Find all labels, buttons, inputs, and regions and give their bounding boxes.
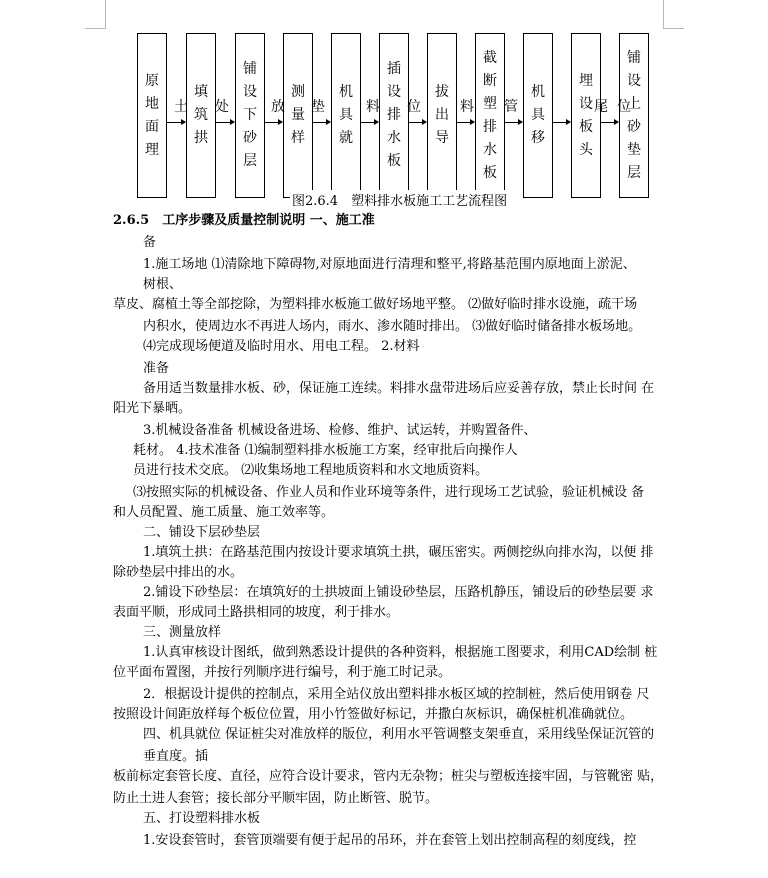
flow-step-char: 出	[435, 107, 449, 123]
flow-step-char: 板	[483, 164, 497, 181]
flow-step-box	[186, 33, 216, 198]
flow-step-char: 拔	[435, 84, 449, 100]
body-text-line: 垂直度。插	[143, 749, 209, 764]
flow-step-char: 砂	[243, 130, 257, 146]
body-text-line: 备用适当数量排水板、砂，保证施工连续。料排水盘带进场后应妥善存放，禁止长时间 在	[143, 381, 655, 396]
body-text-line: 草皮、腐植土等全部挖除，为塑料排水板施工做好场地平整。 ⑵做好临时排水设施，疏干场	[113, 297, 638, 312]
flow-step-box	[475, 33, 505, 198]
body-text-line: 1.填筑土拱：在路基范围内按设计要求填筑土拱，碾压密实。两侧挖纵向排水沟，以便 排	[143, 545, 654, 560]
body-text-line: 3.机械设备准备 机械设备进场、检修、维护、试运转，并购置备件、	[143, 423, 537, 438]
flow-step-box	[379, 33, 409, 198]
body-text-line: 2.铺设下砂垫层：在填筑好的土拱坡面上铺设砂垫层，压路机静压，铺设后的砂垫层要 求	[143, 585, 654, 600]
body-text-line: 2．根据设计提供的控制点，采用全站仪放出塑料排水板区域的控制桩，然后使用钢卷 尺	[143, 687, 650, 702]
flow-step-char: 板	[579, 118, 593, 135]
body-text-line: ⑷完成现场便道及临时用水、用电工程。 2.材料	[143, 339, 420, 354]
body-text-line: 耗材。 4.技术准备 ⑴编制塑料排水板施工方案，经审批后向操作人	[133, 443, 518, 458]
body-text-line: 除砂垫层中排出的水。	[113, 565, 244, 580]
flow-step-box	[235, 33, 265, 198]
flow-step-char: 下	[243, 107, 257, 123]
flow-step-char: 机	[531, 84, 545, 100]
body-text-line: 按照设计间距放样每个板位位置，用小竹签做好标记，并撒白灰标识，确保桩机准确就位。	[113, 707, 634, 722]
flow-connector-label: 料	[460, 99, 474, 115]
flow-step-char: 设	[243, 84, 257, 100]
flow-connector-label: 垫	[311, 99, 325, 115]
body-text-line: 二、铺设下层砂垫层	[143, 525, 261, 540]
body-text-line: 阳光下暴晒。	[113, 401, 192, 416]
flow-arrow	[409, 122, 426, 123]
flow-step-char: 插	[387, 61, 401, 77]
flow-step-char: 设	[627, 72, 641, 89]
body-text-line: 1.认真审核设计图纸，做到熟悉设计提供的各种资料，根据施工图要求，利用CAD绘制 桩	[143, 645, 658, 660]
body-text-line: 和人员配置、施工质量、施工效率等。	[113, 505, 335, 520]
flow-step-char: 铺	[243, 61, 257, 77]
flow-step-char: 埋	[579, 72, 593, 89]
flow-arrow	[167, 122, 185, 123]
flow-arrow	[553, 122, 570, 123]
flow-step-char: 头	[579, 141, 593, 158]
flow-step-char: 垫	[627, 141, 641, 158]
flow-connector-label: 位	[617, 99, 631, 115]
flow-step-box	[427, 33, 457, 198]
flow-chart-caption: 图2.6.4 塑料排水板施工工艺流程图	[290, 190, 509, 209]
body-text-line: 位平面布置图，并按行列顺序进行编号，利于施工时记录。	[113, 665, 452, 680]
flow-step-char: 测	[291, 84, 305, 100]
flow-step-char: 层	[627, 164, 641, 181]
flow-step-char: 面	[145, 118, 159, 135]
flow-connector-label: 料	[366, 99, 380, 115]
flow-step-char: 水	[387, 130, 401, 146]
flow-step-box	[523, 33, 553, 198]
flow-step-box	[283, 33, 313, 198]
body-text-line: 内积水，使周边水不再进人场内，雨水、渗水随时排出。 ⑶做好临时储备排水板场地。	[143, 319, 642, 334]
body-text-line: 三、测量放样	[143, 625, 222, 640]
flow-step-char: 水	[483, 141, 497, 158]
flow-step-char: 理	[145, 141, 159, 158]
flow-step-char: 具	[531, 107, 545, 123]
flow-connector-label: 尾	[594, 99, 608, 115]
flow-step-char: 原	[145, 72, 159, 89]
flow-arrow	[457, 122, 474, 123]
body-text-line: 五、打设塑料排水板	[143, 811, 261, 826]
flow-arrow	[313, 122, 330, 123]
body-text-line: 备	[143, 235, 157, 250]
flow-step-char: 机	[339, 84, 353, 100]
flow-arrow	[265, 122, 282, 123]
flow-connector-label: 管	[504, 99, 518, 115]
body-text-line: 准备	[143, 361, 170, 376]
section-heading: 2.6.5 工序步骤及质量控制说明 一、施工准	[113, 213, 375, 228]
process-flow-chart	[0, 0, 768, 210]
flow-step-char: 导	[435, 130, 449, 146]
body-text-line: 板前标定套管长度、直径，应符合设计要求，管内无杂物；桩尖与塑板连接牢固，与管靴密 贴，	[113, 769, 664, 784]
body-text-line: ⑶按照实际的机械设备、作业人员和作业环境等条件，进行现场工艺试验，验证机械设 备	[133, 485, 645, 500]
flow-step-char: 拱	[194, 130, 208, 146]
flow-step-char: 设	[579, 95, 593, 112]
flow-step-char: 样	[291, 130, 305, 146]
flow-connector-label: 放	[271, 99, 285, 115]
body-text-line: 四、机具就位 保证桩尖对准放样的版位，利用水平管调整支架垂直，采用线坠保证沉管的	[143, 727, 655, 742]
flow-arrow	[361, 122, 378, 123]
flow-step-char: 砂	[627, 118, 641, 135]
flow-step-box	[331, 33, 361, 198]
flow-step-char: 断	[483, 72, 497, 89]
flow-step-box	[137, 33, 167, 198]
flow-step-char: 填	[194, 84, 208, 100]
flow-step-char: 排	[387, 107, 401, 123]
flow-step-char: 就	[339, 130, 353, 146]
body-text-line: 防止土进人套管；接长部分平顺牢固，防止断管、脱节。	[113, 791, 439, 806]
flow-step-char: 具	[339, 107, 353, 123]
body-text-line: 树根、	[143, 277, 183, 292]
flow-step-char: 层	[243, 153, 257, 169]
flow-connector-label: 位	[407, 99, 421, 115]
body-text-line: 1.施工场地 ⑴清除地下障碍物,对原地面进行清理和整平,将路基范围内原地面上淤泥、	[143, 257, 636, 272]
flow-step-char: 排	[483, 118, 497, 135]
flow-step-char: 量	[291, 107, 305, 123]
flow-arrow	[601, 122, 618, 123]
flow-step-char: 塑	[483, 95, 497, 112]
flow-step-char: 地	[145, 95, 159, 112]
flow-step-char: 移	[531, 130, 545, 146]
flow-step-char: 铺	[627, 49, 641, 66]
flow-step-char: 板	[387, 153, 401, 169]
flow-step-char: 筑	[194, 107, 208, 123]
flow-step-char: 上	[627, 95, 641, 112]
flow-arrow	[216, 122, 234, 123]
body-text-line: 1.安设套管时，套管顶端要有便于起吊的吊环，并在套管上划出控制高程的刻度线，控	[143, 833, 637, 848]
flow-arrow	[505, 122, 522, 123]
flow-connector-label: 处	[215, 99, 229, 115]
flow-step-char: 设	[387, 84, 401, 100]
flow-step-char: 截	[483, 49, 497, 66]
body-text-line: 员进行技术交底。 ⑵收集场地工程地质资料和水文地质资料。	[133, 463, 489, 478]
body-text-line: 表面平顺，形成同土路拱相同的坡度，利于排水。	[113, 605, 400, 620]
flow-connector-label: 土	[174, 99, 188, 115]
